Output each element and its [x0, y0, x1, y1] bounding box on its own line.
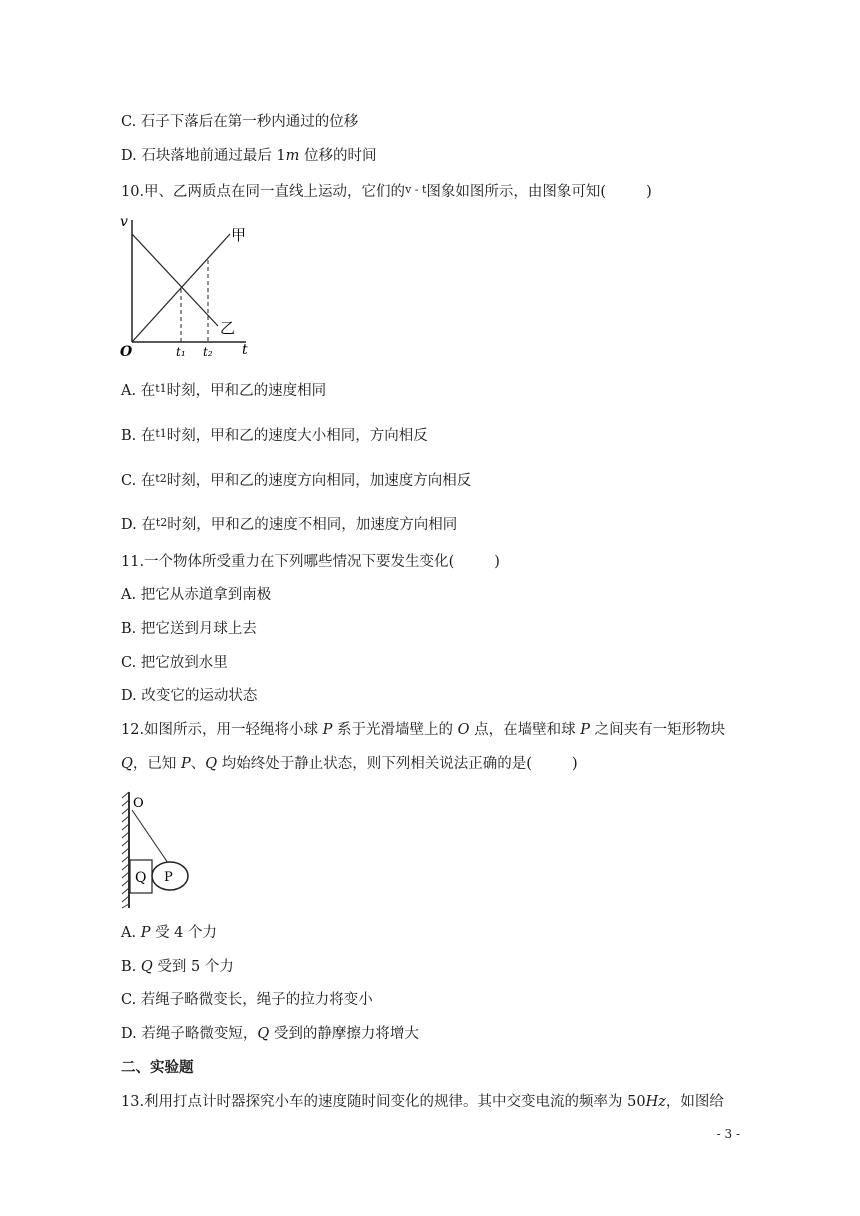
ball-p-label: P	[164, 870, 173, 885]
rope	[132, 810, 168, 863]
q12-option-a: A. P 受 4 个力	[121, 925, 218, 941]
q10-stem: 10.甲、乙两质点在同一直线上运动，它们的$^{v - t}$图象如图所示，由图象可知( )	[121, 183, 652, 200]
q12-stem-line1: 12.如图所示，用一轻绳将小球 P 系于光滑墙壁上的 O 点，在墙壁和球 P 之间夹有一矩形物块	[121, 722, 726, 738]
wall-ball-figure	[120, 788, 200, 913]
q12-option-c: C. 若绳子略微变长，绳子的拉力将变小	[121, 992, 373, 1008]
q12-option-b: B. Q 受到 5 个力	[121, 959, 234, 975]
yi-label: 乙	[220, 319, 236, 337]
q12-option-d: D. 若绳子略微变短，Q 受到的静摩擦力将增大	[121, 1026, 419, 1042]
point-o-label: O	[133, 796, 144, 811]
q11-option-b: B. 把它送到月球上去	[121, 621, 257, 637]
q11-option-c: C. 把它放到水里	[121, 655, 228, 671]
block-q-label: Q	[135, 870, 147, 886]
t2-label: t₂	[203, 345, 213, 359]
vt-graph	[118, 210, 258, 360]
q11-option-d: D. 改变它的运动状态	[121, 688, 258, 704]
q10-option-d: D. 在$^{t2}$时刻，甲和乙的速度不相同，加速度方向相同	[121, 516, 458, 533]
t-axis-label: t	[242, 342, 248, 358]
wall-hatching	[122, 792, 129, 908]
v-axis-label: v	[120, 214, 128, 230]
origin-label: O	[120, 344, 133, 360]
jia-label: 甲	[231, 226, 247, 244]
yi-line	[132, 234, 218, 326]
q12-stem-line2: Q，已知 P、Q 均始终处于静止状态，则下列相关说法正确的是( )	[121, 756, 578, 772]
q10-option-c: C. 在$^{t2}$时刻，甲和乙的速度方向相同，加速度方向相反	[121, 472, 472, 489]
t1-label: t₁	[176, 345, 186, 359]
q11-stem: 11.一个物体所受重力在下列哪些情况下要发生变化( )	[121, 554, 500, 570]
q10-option-a: A. 在$^{t1}$时刻，甲和乙的速度相同	[121, 382, 327, 399]
q9-option-c: C. 石子下落后在第一秒内通过的位移	[121, 114, 359, 130]
q9-option-d: D. 石块落地前通过最后 1m 位移的时间	[121, 148, 377, 164]
page-number: - 3 -	[716, 1127, 740, 1141]
section-heading: 二、实验题	[121, 1060, 194, 1076]
q13-stem: 13.利用打点计时器探究小车的速度随时间变化的规律。其中交变电流的频率为 50Hz，如图给	[121, 1094, 724, 1110]
q10-option-b: B. 在$^{t1}$时刻，甲和乙的速度大小相同，方向相反	[121, 427, 428, 444]
q11-option-a: A. 把它从赤道拿到南极	[121, 587, 272, 603]
